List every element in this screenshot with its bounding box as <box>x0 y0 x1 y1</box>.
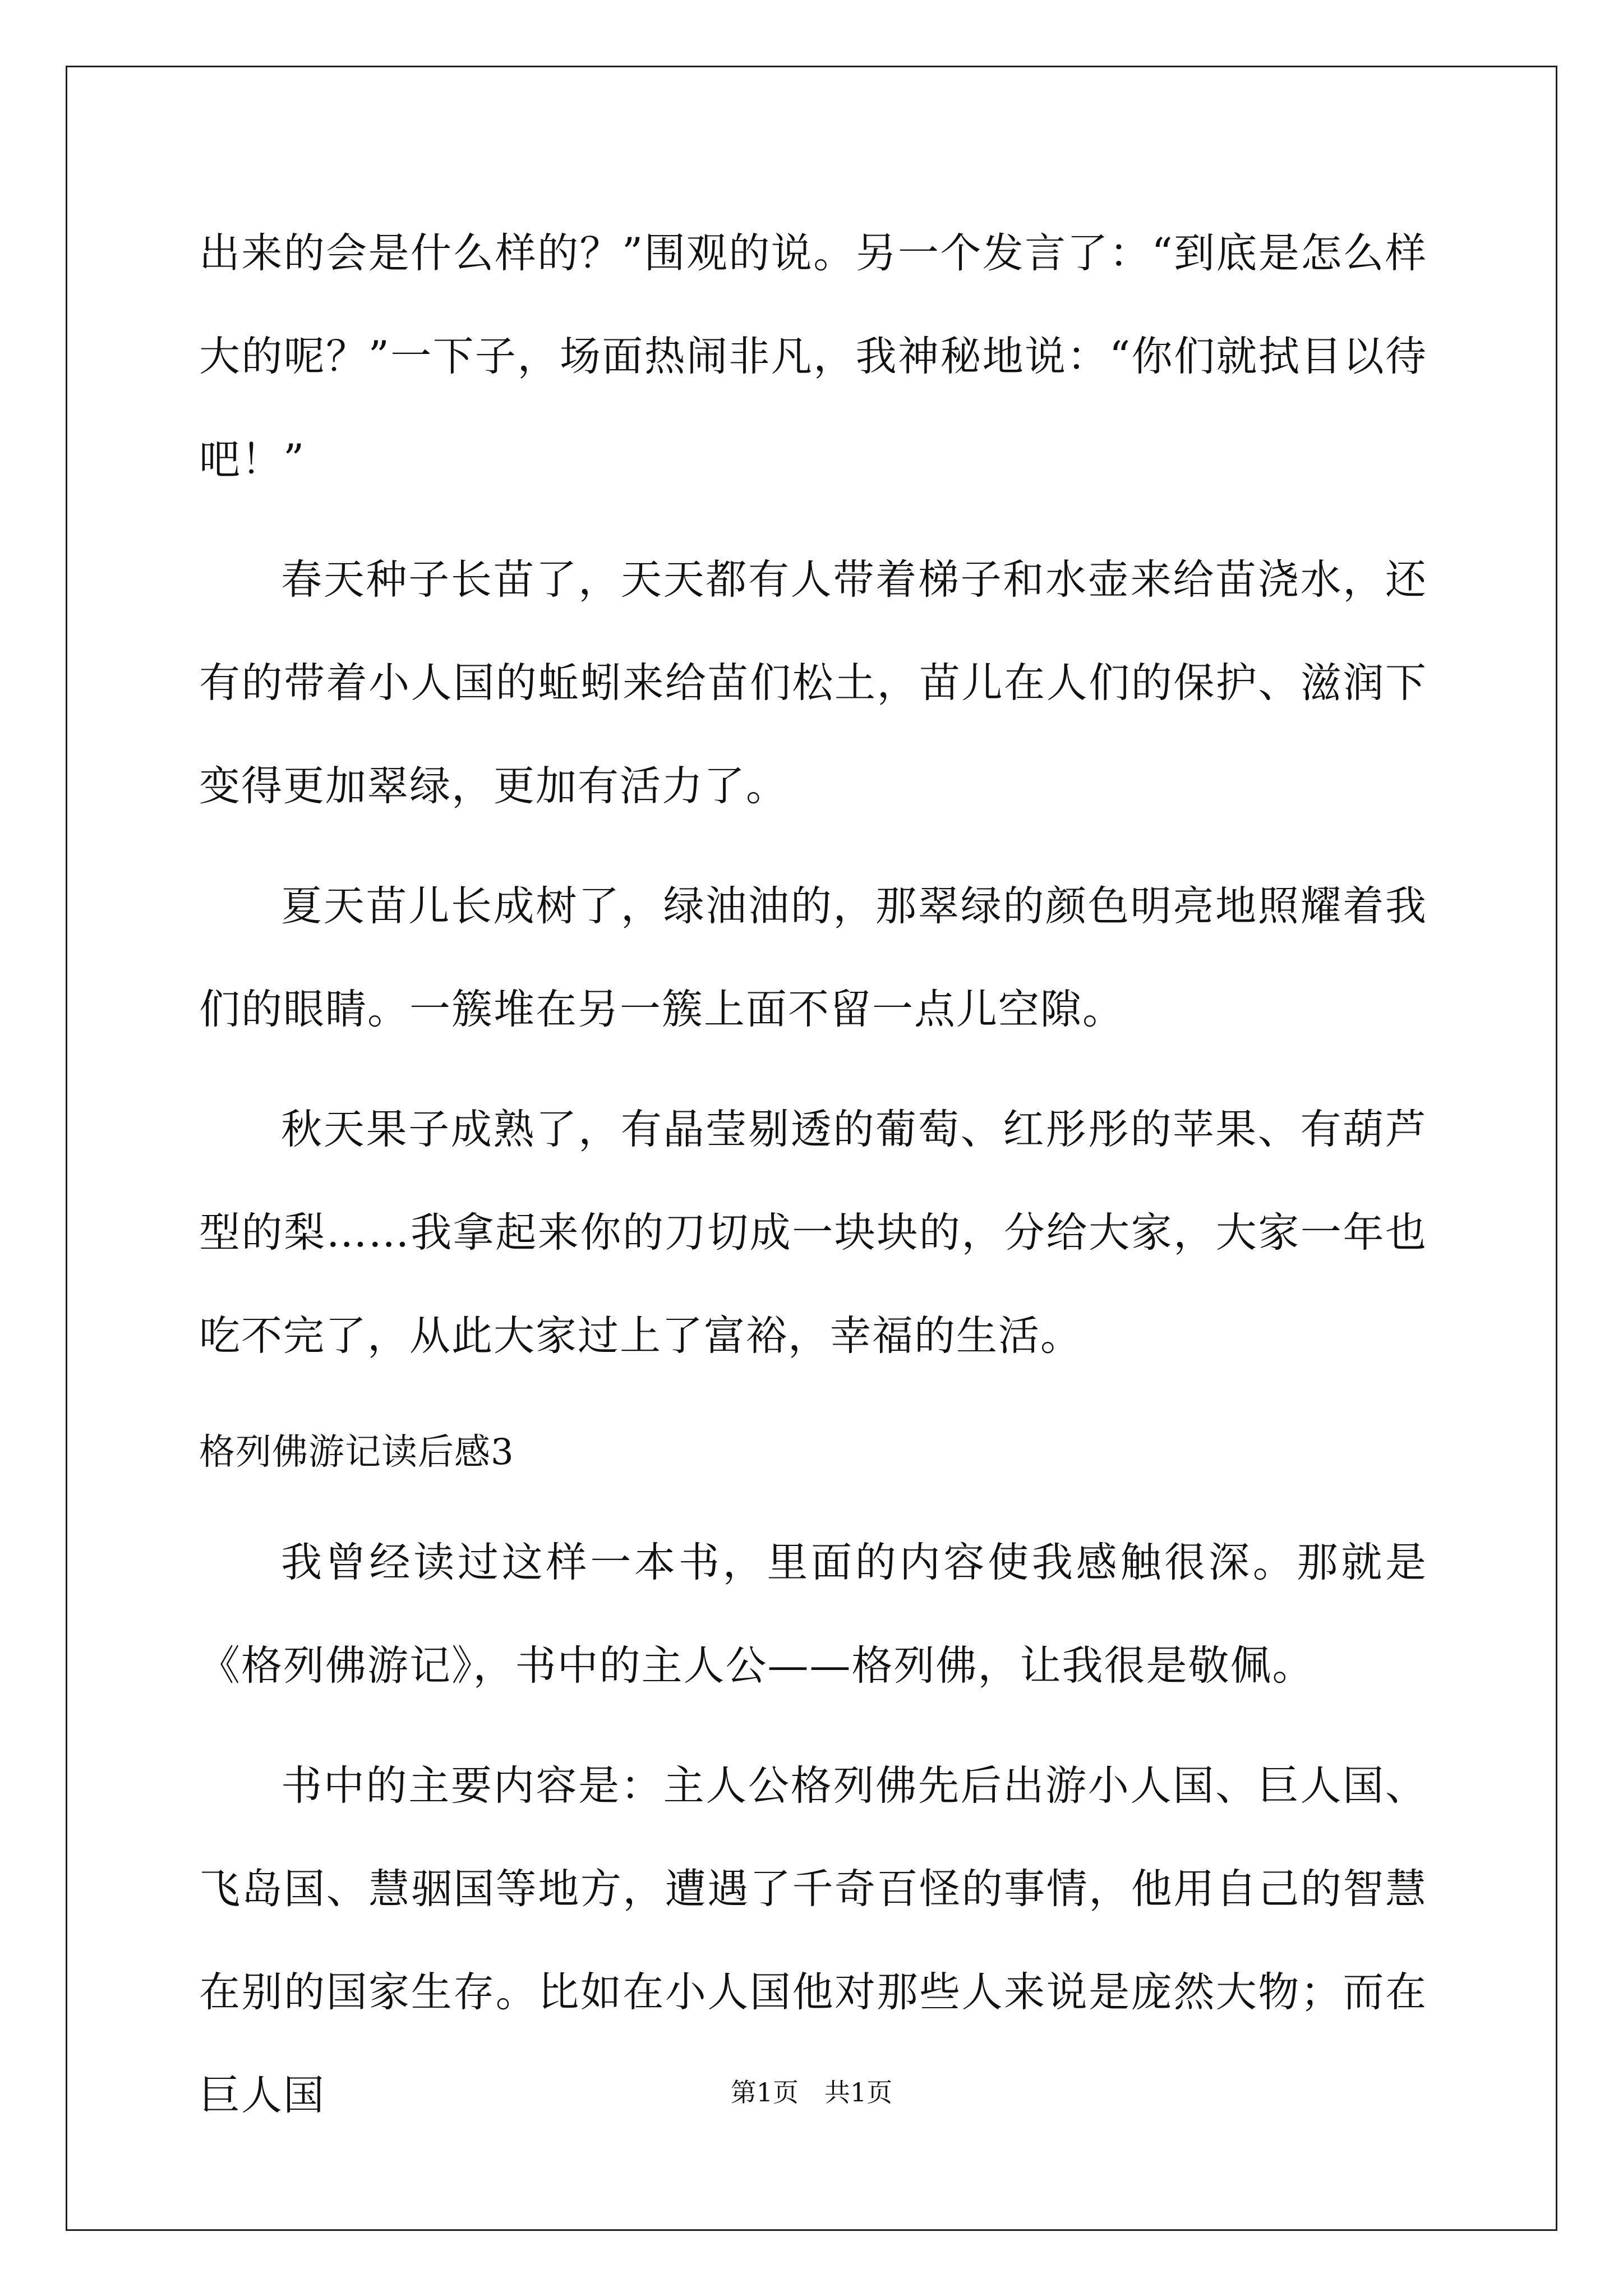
paragraph-1: 出来的会是什么样的？”围观的说。另一个发言了：“到底是怎么样大的呢？”一下子，场面热闹非凡，我神秘地说：“你们就拭目以待吧！” <box>199 229 1427 484</box>
page-footer <box>0 2076 1623 2109</box>
page-number: 第1页 <box>730 2077 799 2108</box>
section-heading: 格列佛游记读后感3 <box>199 1432 514 1473</box>
paragraph-5: 我曾经读过这样一本书，里面的内容使我感触很深。那就是《格列佛游记》，书中的主人公——格列佛，让我很是敬佩。 <box>199 1539 1427 1690</box>
paragraph-4: 秋天果子成熟了，有晶莹剔透的葡萄、红彤彤的苹果、有葫芦型的梨……我拿起来你的刀切成一块块的，分给大家，大家一年也吃不完了，从此大家过上了富裕，幸福的生活。 <box>199 1106 1427 1360</box>
paragraph-2: 春天种子长苗了，天天都有人带着梯子和水壶来给苗浇水，还有的带着小人国的蚯蚓来给苗们松土，苗儿在人们的保护、滋润下变得更加翠绿，更加有活力了。 <box>199 556 1427 810</box>
paragraph-3: 夏天苗儿长成树了，绿油油的，那翠绿的颜色明亮地照耀着我们的眼睛。一簇堆在另一簇上面不留一点儿空隙。 <box>199 882 1427 1033</box>
document-body <box>199 202 1427 2164</box>
page-total: 共1页 <box>824 2077 893 2108</box>
paragraph-6: 书中的主要内容是：主人公格列佛先后出游小人国、巨人国、飞岛国、慧骃国等地方，遭遇了千奇百怪的事情，他用自己的智慧在别的国家生存。比如在小人国他对那些人来说是庞然大物；而在巨人国 <box>199 1762 1427 2119</box>
